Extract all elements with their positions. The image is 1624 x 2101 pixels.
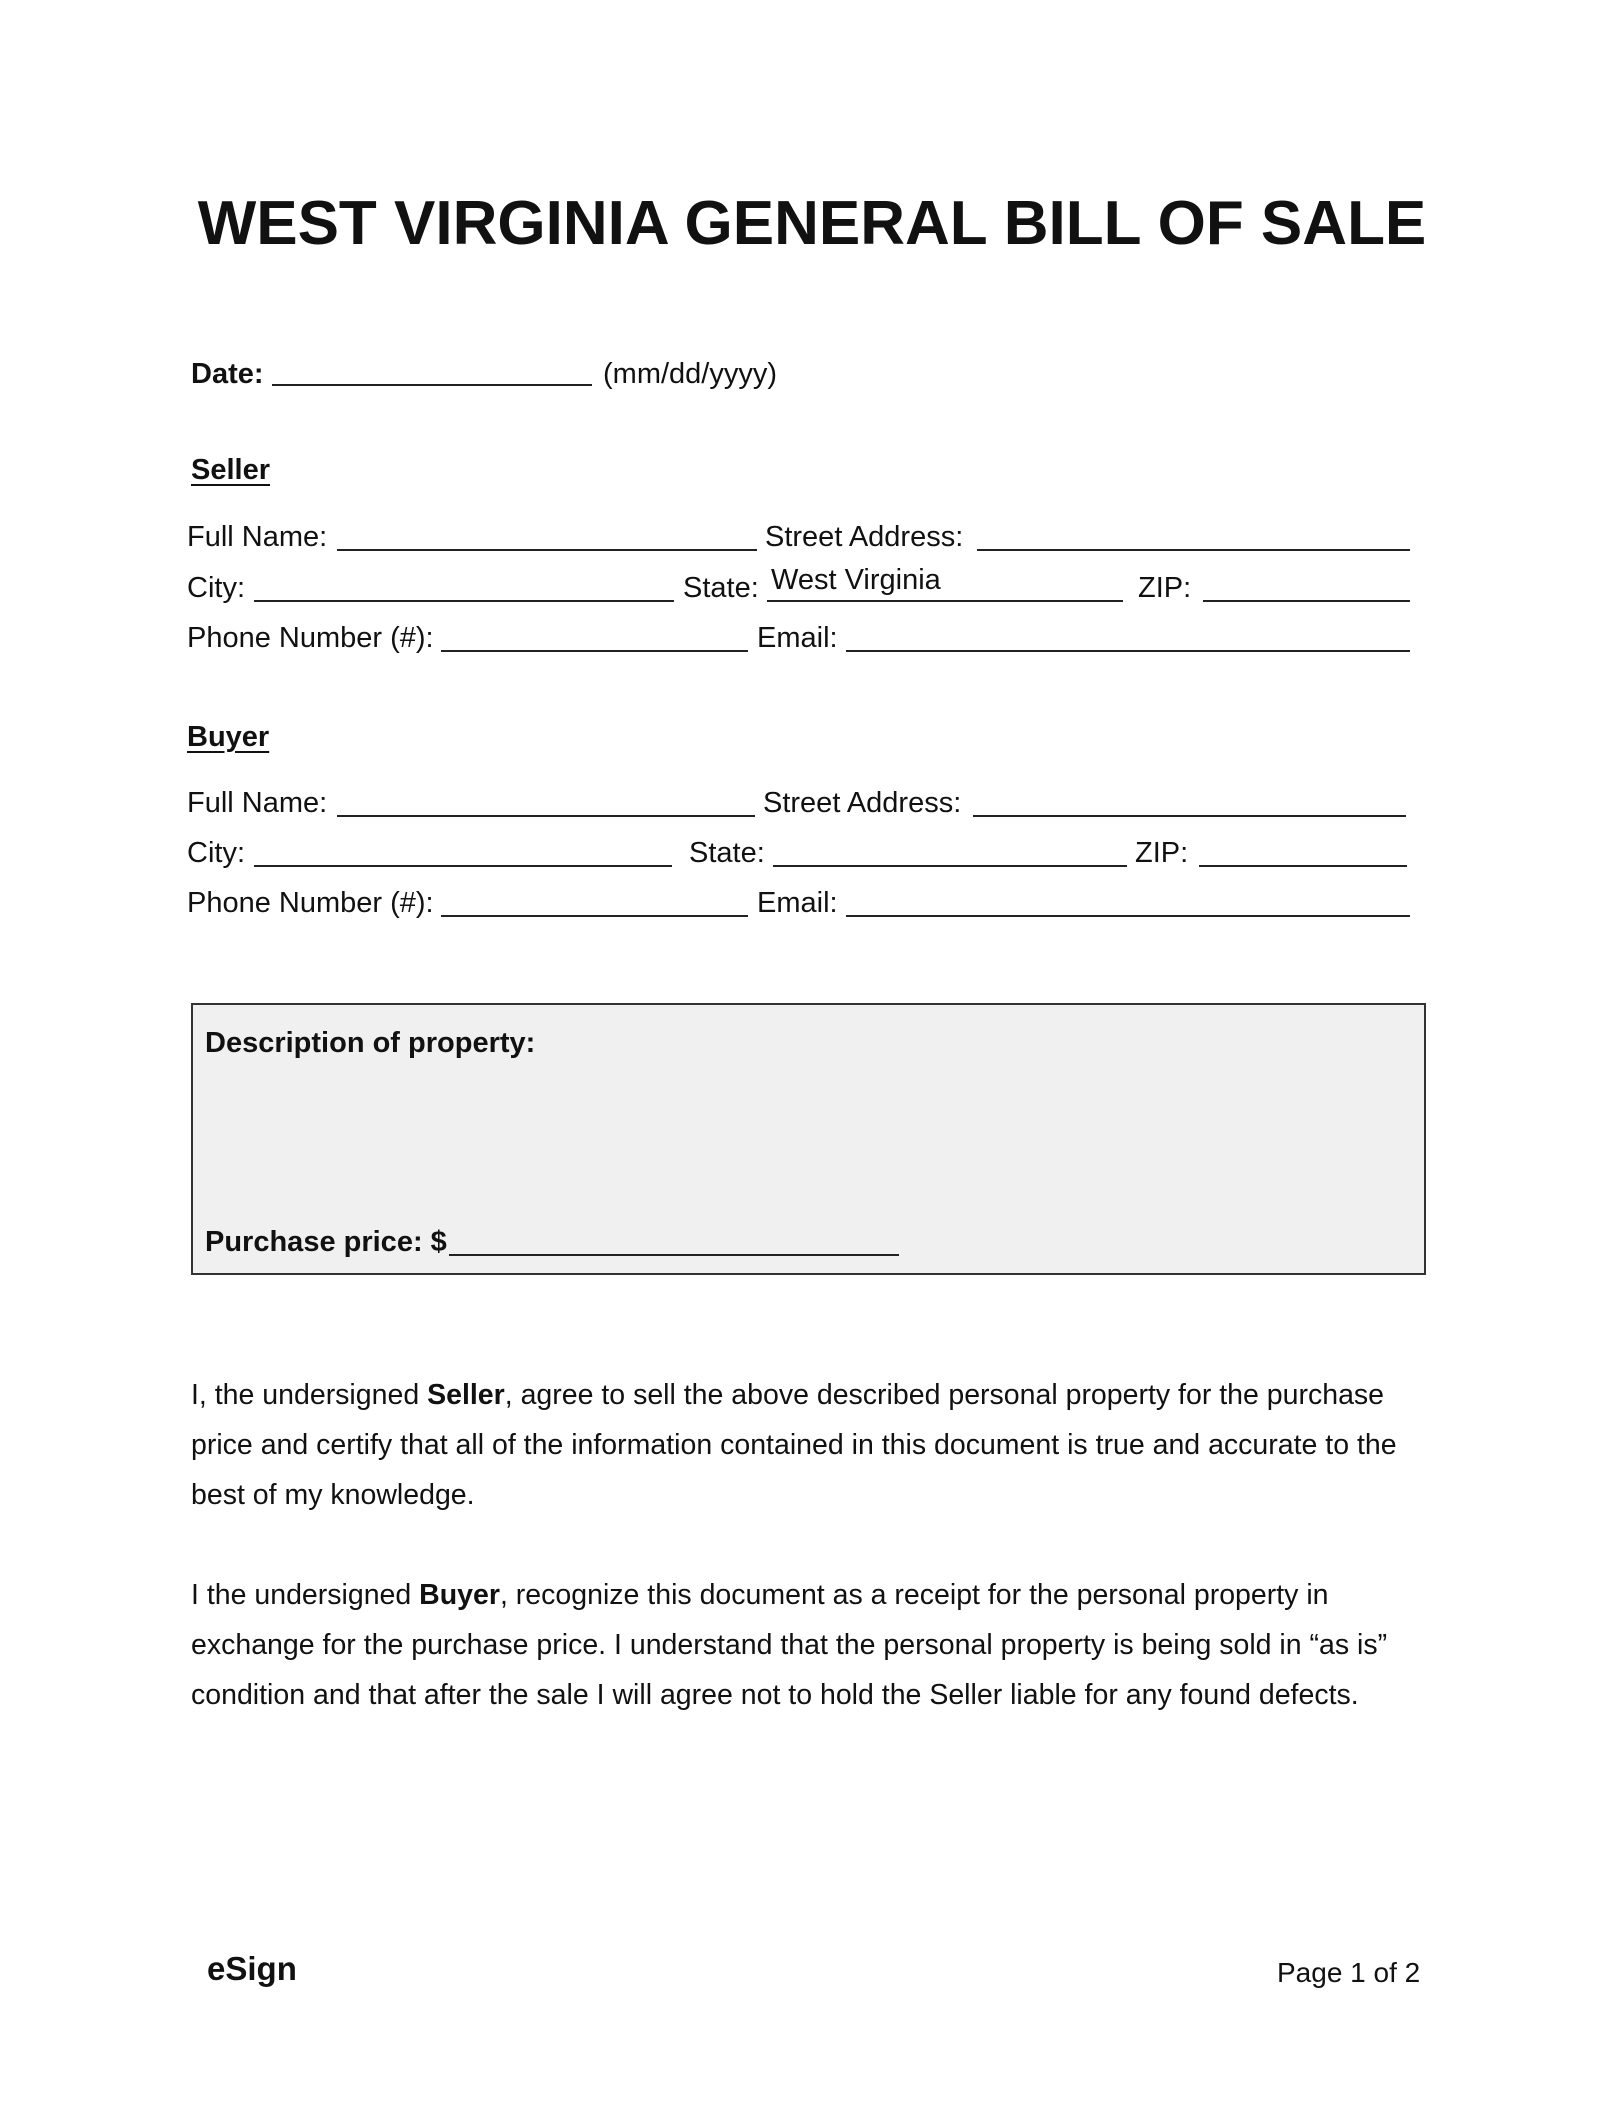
buyer-statement-bold: Buyer bbox=[419, 1579, 500, 1611]
buyer-city-field[interactable] bbox=[254, 865, 672, 867]
seller-full-name-label: Full Name: bbox=[187, 521, 328, 553]
seller-email-label: Email: bbox=[757, 622, 838, 654]
purchase-price-field[interactable] bbox=[449, 1254, 899, 1256]
seller-street-address-label: Street Address: bbox=[765, 521, 964, 553]
buyer-phone-label: Phone Number (#): bbox=[187, 887, 434, 919]
seller-state-value[interactable]: West Virginia bbox=[771, 564, 941, 596]
seller-statement-suffix: , agree to sell the above described personal property for the purchase price and certify that all of the information contained in this document is true and accurate to the best of my knowledge. bbox=[191, 1379, 1397, 1511]
buyer-street-address-label: Street Address: bbox=[763, 787, 962, 819]
page-number: Page 1 of 2 bbox=[1277, 1957, 1421, 1988]
buyer-city-label: City: bbox=[187, 837, 245, 869]
buyer-email-field[interactable] bbox=[846, 915, 1410, 917]
buyer-full-name-field[interactable] bbox=[337, 815, 755, 817]
seller-statement-bold: Seller bbox=[427, 1379, 505, 1411]
buyer-full-name-label: Full Name: bbox=[187, 787, 328, 819]
seller-city-field[interactable] bbox=[254, 600, 674, 602]
buyer-state-field[interactable] bbox=[773, 865, 1127, 867]
buyer-email-label: Email: bbox=[757, 887, 838, 919]
seller-phone-label: Phone Number (#): bbox=[187, 622, 434, 654]
buyer-phone-field[interactable] bbox=[441, 915, 748, 917]
seller-state-field[interactable] bbox=[767, 600, 1123, 602]
seller-email-field[interactable] bbox=[846, 650, 1410, 652]
date-field[interactable] bbox=[272, 384, 592, 386]
seller-zip-label: ZIP: bbox=[1138, 572, 1192, 604]
seller-zip-field[interactable] bbox=[1203, 600, 1410, 602]
buyer-statement bbox=[191, 1570, 1451, 1720]
buyer-statement-prefix: I the undersigned bbox=[191, 1579, 420, 1611]
seller-state-label: State: bbox=[683, 572, 759, 604]
date-label: Date: bbox=[191, 358, 264, 390]
buyer-zip-field[interactable] bbox=[1199, 865, 1407, 867]
seller-heading: Seller bbox=[191, 454, 270, 486]
seller-street-address-field[interactable] bbox=[977, 549, 1410, 551]
buyer-state-label: State: bbox=[689, 837, 765, 869]
date-format-hint: (mm/dd/yyyy) bbox=[603, 358, 777, 390]
document-title: WEST VIRGINIA GENERAL BILL OF SALE bbox=[197, 189, 1427, 258]
seller-statement bbox=[191, 1370, 1451, 1520]
seller-full-name-field[interactable] bbox=[337, 549, 757, 551]
buyer-street-address-field[interactable] bbox=[973, 815, 1406, 817]
seller-phone-field[interactable] bbox=[441, 650, 748, 652]
property-description-label: Description of property: bbox=[205, 1027, 536, 1059]
seller-statement-prefix: I, the undersigned bbox=[191, 1379, 428, 1411]
seller-city-label: City: bbox=[187, 572, 245, 604]
buyer-statement-suffix: , recognize this document as a receipt for the personal property in exchange for the purchase price. I understand that the personal property is being sold in “as is” condition and that after the sale I will agree not to hold the Seller liable for any found defects. bbox=[191, 1579, 1388, 1711]
esign-logo: eSign bbox=[207, 1950, 297, 1987]
purchase-price-label: Purchase price: $ bbox=[205, 1226, 447, 1258]
buyer-zip-label: ZIP: bbox=[1135, 837, 1189, 869]
buyer-heading: Buyer bbox=[187, 721, 270, 753]
